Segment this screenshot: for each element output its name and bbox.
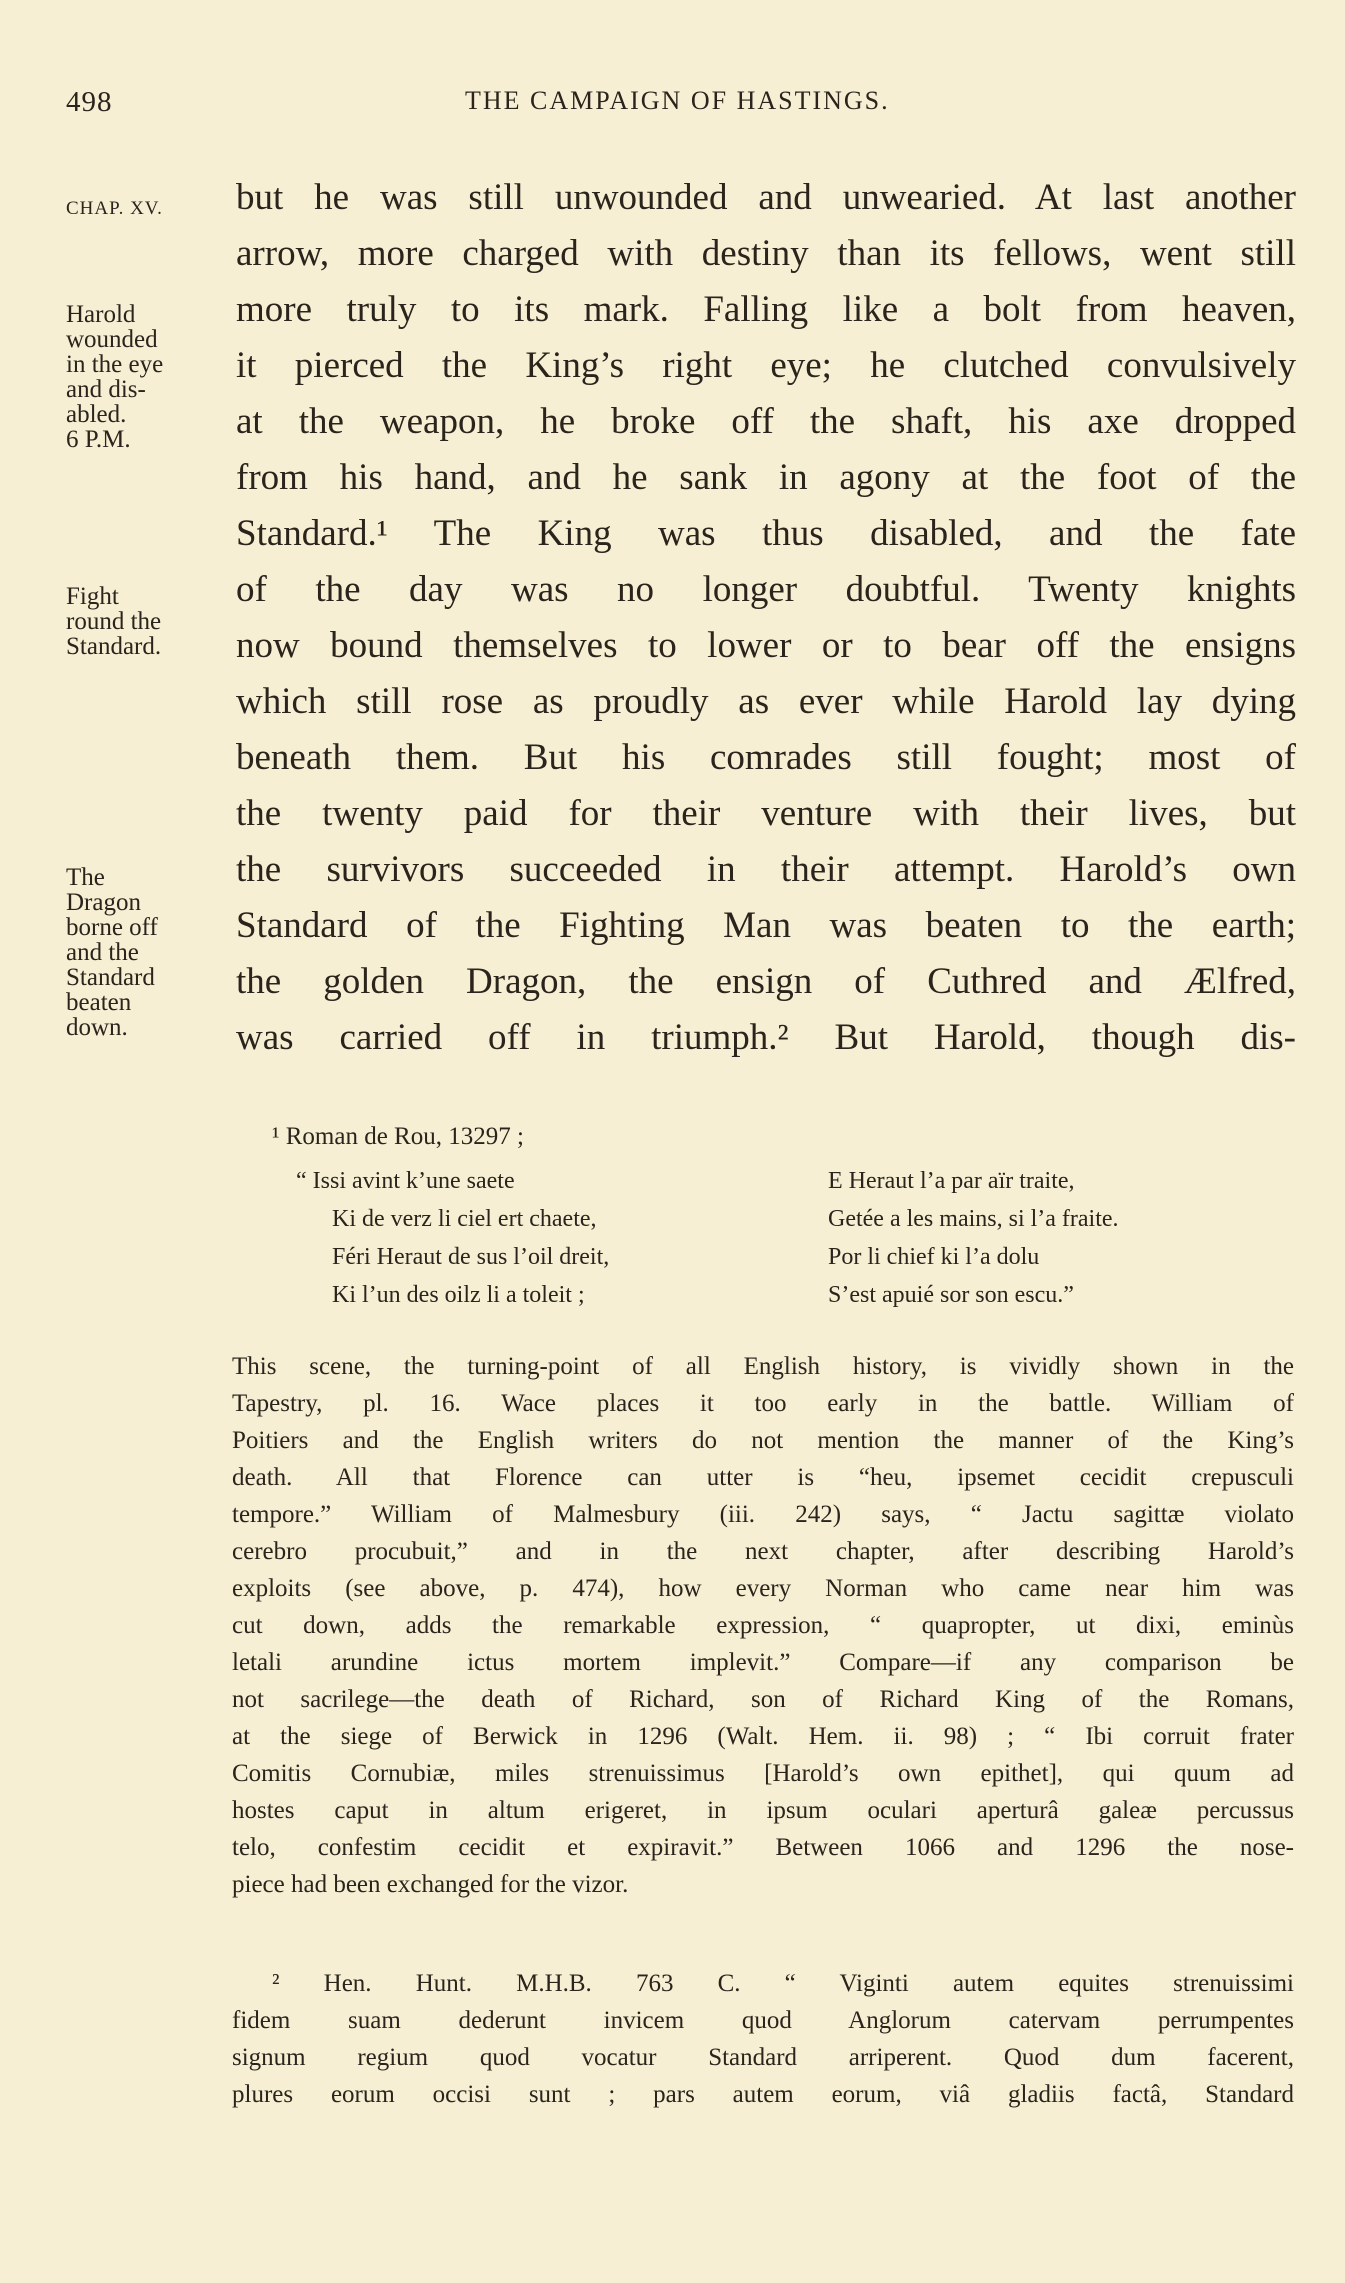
text-line: of the day was no longer doubtful. Twenty knights <box>236 569 1296 610</box>
text-line: which still rose as proudly as ever while Harold lay dying <box>236 681 1296 722</box>
text-line: was carried off in triumph.² But Harold, though dis- <box>236 1017 1296 1058</box>
margin-note-line: Dragon <box>66 889 141 916</box>
footnote-2 <box>232 1965 1294 2113</box>
running-title: THE CAMPAIGN OF HASTINGS. <box>465 86 890 115</box>
margin-note-line: down. <box>66 1014 128 1041</box>
text-line: ² Hen. Hunt. M.H.B. 763 C. “ Viginti autem equites strenuissimi <box>272 1970 1294 1997</box>
verse-line: Féri Heraut de sus l’oil dreit, <box>332 1244 610 1270</box>
text-line: hostes caput in altum erigeret, in ipsum oculari aperturâ galeæ percussus <box>232 1797 1294 1824</box>
text-line: exploits (see above, p. 474), how every Norman who came near him was <box>232 1575 1294 1602</box>
margin-note-line: and dis- <box>66 376 146 403</box>
margin-note-line: round the <box>66 608 162 635</box>
margin-note-line: Harold <box>66 301 136 328</box>
text-line: Poitiers and the English writers do not mention the manner of the King’s <box>232 1427 1294 1454</box>
verse-left-column <box>296 1162 609 1314</box>
text-line: now bound themselves to lower or to bear off the ensigns <box>236 625 1296 666</box>
text-line: Standard of the Fighting Man was beaten to the earth; <box>236 905 1296 946</box>
text-line: Comitis Cornubiæ, miles strenuissimus [Harold’s own epithet], qui quum ad <box>232 1760 1294 1787</box>
verse-right-column <box>828 1162 1119 1314</box>
text-line: cerebro procubuit,” and in the next chapter, after describing Harold’s <box>232 1538 1294 1565</box>
footnote-1-commentary <box>232 1348 1294 1903</box>
main-body-text <box>236 170 1296 1066</box>
text-line: arrow, more charged with destiny than its fellows, went still <box>236 233 1296 274</box>
footnote-1 <box>232 1118 1294 1155</box>
margin-note-line: beaten <box>66 989 132 1016</box>
verse-line: E Heraut l’a par aïr traite, <box>828 1168 1075 1194</box>
margin-note-line: wounded <box>66 326 158 353</box>
text-line: at the weapon, he broke off the shaft, his axe dropped <box>236 401 1296 442</box>
text-line: the survivors succeeded in their attempt. Harold’s own <box>236 849 1296 890</box>
text-line: This scene, the turning-point of all English history, is vividly shown in the <box>232 1353 1294 1380</box>
margin-note-fight-round-standard <box>66 584 226 659</box>
text-line: it pierced the King’s right eye; he clutched convulsively <box>236 345 1296 386</box>
text-line: at the siege of Berwick in 1296 (Walt. Hem. ii. 98) ; “ Ibi corruit frater <box>232 1723 1294 1750</box>
page-header <box>0 86 1345 126</box>
text-line: the twenty paid for their venture with their lives, but <box>236 793 1296 834</box>
text-line: telo, confestim cecidit et expiravit.” Between 1066 and 1296 the nose- <box>232 1834 1294 1861</box>
margin-note-line: Standard. <box>66 633 162 660</box>
verse-line: “ Issi avint k’une saete <box>296 1168 515 1194</box>
margin-note-line: Fight <box>66 583 119 610</box>
text-line: fidem suam dederunt invicem quod Anglorum catervam perrumpentes <box>232 2007 1294 2034</box>
verse-line: Por li chief ki l’a dolu <box>828 1244 1040 1270</box>
margin-note-line: borne off <box>66 914 158 941</box>
text-line: but he was still unwounded and unwearied. At last another <box>236 177 1296 218</box>
verse-line: Ki l’un des oilz li a toleit ; <box>332 1282 585 1308</box>
text-line: cut down, adds the remarkable expression, “ quapropter, ut dixi, eminùs <box>232 1612 1294 1639</box>
page-number: 498 <box>66 86 113 118</box>
margin-note-line: abled. <box>66 401 127 428</box>
chapter-label: CHAP. XV. <box>66 198 163 219</box>
text-line: Tapestry, pl. 16. Wace places it too early in the battle. William of <box>232 1390 1294 1417</box>
text-line: plures eorum occisi sunt ; pars autem eorum, viâ gladiis factâ, Standard <box>232 2081 1294 2108</box>
margin-note-line: and the <box>66 939 139 966</box>
text-line: signum regium quod vocatur Standard arriperent. Quod dum facerent, <box>232 2044 1294 2071</box>
text-line: death. All that Florence can utter is “heu, ipsemet cecidit crepusculi <box>232 1464 1294 1491</box>
text-line: beneath them. But his comrades still fought; most of <box>236 737 1296 778</box>
text-line: not sacrilege—the death of Richard, son of Richard King of the Romans, <box>232 1686 1294 1713</box>
text-line: tempore.” William of Malmesbury (iii. 242) says, “ Jactu sagittæ violato <box>232 1501 1294 1528</box>
margin-note-harold-wounded <box>66 302 226 452</box>
text-line: from his hand, and he sank in agony at the foot of the <box>236 457 1296 498</box>
text-line: letali arundine ictus mortem implevit.” Compare—if any comparison be <box>232 1649 1294 1676</box>
verse-line: Ki de verz li ciel ert chaete, <box>332 1206 597 1232</box>
margin-note-line: 6 P.M. <box>66 426 131 453</box>
verse-line: Getée a les mains, si l’a fraite. <box>828 1206 1119 1232</box>
text-line: piece had been exchanged for the vizor. <box>232 1871 629 1898</box>
text-line: more truly to its mark. Falling like a bolt from heaven, <box>236 289 1296 330</box>
text-line: the golden Dragon, the ensign of Cuthred and Ælfred, <box>236 961 1296 1002</box>
footnote-1-intro: ¹ Roman de Rou, 13297 ; <box>272 1123 524 1150</box>
margin-note-line: Standard <box>66 964 155 991</box>
verse-line: S’est apuié sor son escu.” <box>828 1282 1074 1308</box>
text-line: Standard.¹ The King was thus disabled, and the fate <box>236 513 1296 554</box>
margin-note-dragon-borne-off <box>66 865 226 1040</box>
margin-note-line: in the eye <box>66 351 164 378</box>
margin-note-line: The <box>66 864 105 891</box>
